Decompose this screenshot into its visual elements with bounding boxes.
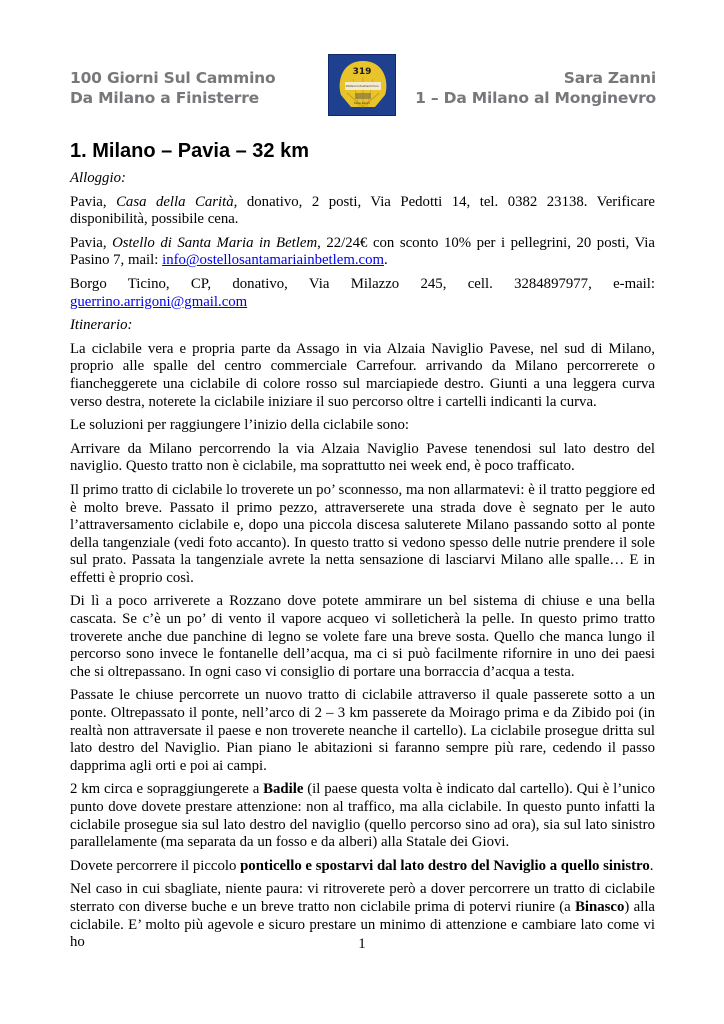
lodging-details: donativo, 2 posti, Via Pedotti 14, tel. 0382 23138. Verificare disponibilità, possibile cena. (70, 193, 655, 228)
paragraph: Le soluzioni per raggiungere l’inizio della ciclabile sono: (70, 417, 409, 434)
lodging-name: Casa della Carità, (116, 193, 238, 210)
itinerario-heading: Itinerario: (70, 317, 133, 334)
paragraph: La ciclabile vera e propria parte da Assago in via Alzaia Naviglio Pavese, nel sud di Milano, proprio alle spalle del centro commerciale Carrefour. arrivando da Milano percorrerete o fiancheggerete una ciclabile di colore rosso sul marciapiede destro. Giunti a una leggera curva verso destra, noterete la ciclabile iniziare il suo percorso oltre i cartelli indicanti la curva. (70, 340, 655, 410)
place-name-bold: Badile (263, 781, 304, 798)
text-run: . (649, 857, 654, 874)
page-number: 1 (358, 936, 366, 952)
lodging-name: Ostello di Santa Maria in Betlem (112, 234, 318, 251)
lodging-entry-borgo-ticino (70, 276, 655, 311)
lodging-city: Pavia, (70, 234, 113, 251)
paragraph: Arrivare da Milano percorrendo la via Alzaia Naviglio Pavese tenendosi sul lato destro del naviglio. Questo tratto non è ciclabile, ma soprattutto nei week end, è poco trafficato. (70, 440, 655, 475)
logo-number: 319 (352, 67, 372, 77)
paragraph (70, 858, 655, 876)
text-run: (il paese questa volta è indicato dal cartello). Qui è l’unico punto dove dovete prestare attenzione: non al traffico, ma alla ciclabile. In questo punto infatti la ciclabile prosegue sia sul lato destro del naviglio (quello percorso sino ad ora), sia sul lato sinistro parallelamente (ma separata da un fosso e da alberi) alla Statale dei Giovi. (70, 781, 655, 851)
header-chapter: 1 – Da Milano al Monginevro (415, 89, 656, 107)
text-run: 2 km circa e sopraggiungerete a (70, 781, 264, 798)
lodging-end: . (384, 252, 388, 269)
paragraph: Il primo tratto di ciclabile lo troverete un po’ sconnesso, ma non allarmatevi: è il tratto peggiore ed è molto breve. Passato il primo pezzo, attraverserete una strada dove è segnato per le auto l’attraversamento ciclabile e, dopo una piccola discesa saluterete Milano passando sotto al ponte della tangenziale (vedi foto accanto). In questo tratto si vedono spesso delle nutrie prendere il sole sul prato. Passata la tangenziale avrete la netta sensazione di lasciarvi Milano alle spalle… E in effetti è proprio così. (70, 481, 655, 586)
email-link-guerrino[interactable]: guerrino.arrigoni@gmail.com (70, 293, 248, 310)
text-run: Nel caso in cui sbagliate, niente paura: vi ritroverete però a dover percorrere un tratto di ciclabile sterrato con diverse buche e un breve tratto non ciclabile prima di potervi riunire (a (70, 881, 655, 915)
paragraph: Passate le chiuse percorrete un nuovo tratto di ciclabile attraverso il quale passerete sotto a un ponte. Oltrepassato il ponte, nell’arco di 2 – 3 km passerete da Moirago prima e da Zibido poi (in realtà non attraversate il paese e non troverete neanche il cartello). La ciclabile prosegue dritta sul lato destro del Naviglio. Pian piano le abitazioni si faranno sempre più rare, cedendo il passo dapprima agli orti e poi ai campi. (70, 687, 655, 774)
paragraph (70, 781, 655, 851)
lodging-entry-casa-carita (70, 194, 655, 229)
page-title: 1. Milano – Pavia – 32 km (70, 140, 310, 162)
logo-shell-badge (328, 54, 396, 116)
logo-footer: Sara Zanni (353, 101, 371, 105)
lodging-details: Borgo Ticino, CP, donativo, Via Milazzo 245, cell. 3284897977, e-mail: (70, 275, 655, 292)
lodging-city: Pavia, (70, 193, 117, 210)
header-route: Da Milano a Finisterre (70, 89, 259, 107)
lodging-entry-ostello (70, 235, 655, 270)
email-link-ostello[interactable]: info@ostellosantamariainbetlem.com (162, 252, 385, 269)
header-right (415, 68, 656, 108)
instruction-bold: ponticello e spostarvi dal lato destro del Naviglio a quello sinistro (240, 857, 650, 874)
text-run: Dovete percorrere il piccolo (70, 857, 241, 874)
header-series-title: 100 Giorni Sul Cammino (70, 69, 276, 87)
logo-subtitle: 100GiorniSulCammino (345, 84, 379, 88)
header-left (70, 68, 275, 108)
header-author: Sara Zanni (563, 69, 656, 87)
page-header (70, 54, 656, 116)
place-name-bold: Binasco (575, 898, 625, 915)
paragraph: Di lì a poco arriverete a Rozzano dove potete ammirare un bel sistema di chiuse e una bella cascata. Se c’è un po’ di vento il vapore acqueo vi solleticherà la pelle. In questo primo tratto troverete anche due panchine di legno se volete fare una breve sosta. Quello che manca lungo il percorso sono invece le fontanelle dell’acqua, ma ci si può facilmente rifornire in uno dei paesi che si oltrepassano. In ogni caso vi consiglio di portare una borraccia d’acqua a testa. (70, 593, 655, 680)
text-run: ) alla ciclabile. E’ molto più agevole e sicuro prestare un minimo di attenzione e cambiare lato come vi ho (70, 898, 655, 951)
alloggio-heading: Alloggio: (70, 170, 126, 186)
lodging-details: , 22/24€ con sconto 10% per i pellegrini, 20 posti, Via Pasino 7, mail: (70, 234, 655, 269)
document-body (70, 138, 655, 958)
